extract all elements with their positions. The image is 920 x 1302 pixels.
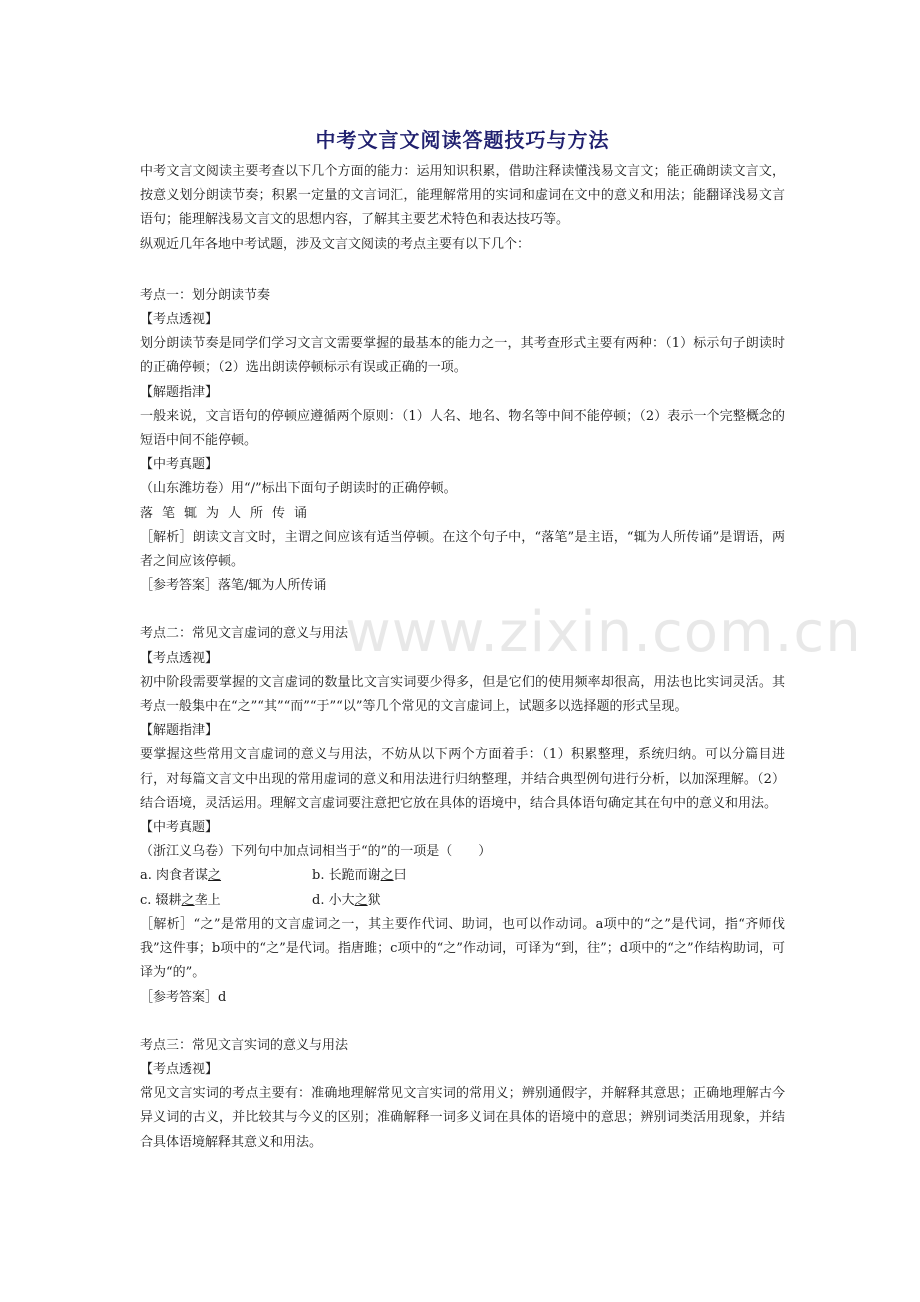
section-tag: 【中考真题】 [140, 457, 219, 473]
page-title: 中考文言文阅读答题技巧与方法 [315, 128, 610, 152]
section-paragraph: 要掌握这些常用文言虚词的意义与用法，不妨从以下两个方面着手：（1）积累整理，系统归纳。可以分篇目进行，对每篇文言文中出现的常用虚词的意义和用法进行归纳整理，并结合典型例句进行分析，以加深理解。（2）结合语境，灵活运用。理解文言虚词要注意把它放在具体的语境中，结合具体语句确定其在句中的意义和用法。 [140, 747, 785, 811]
options-row [140, 889, 785, 913]
option-b: b. 长跪而谢之曰 [312, 868, 407, 884]
analysis: ［解析］朗读文言文时，主谓之间应该有适当停顿。在这个句子中，“落笔”是主语，“辄为人所传诵”是谓语，两者之间应该停顿。 [140, 529, 785, 570]
section-heading: 考点一：划分朗读节奏 [140, 287, 271, 303]
section-heading: 考点三：常见文言实词的意义与用法 [140, 1037, 349, 1053]
intro-paragraph: 纵观近几年各地中考试题，涉及文言文阅读的考点主要有以下几个： [140, 236, 531, 252]
options-row [140, 864, 785, 888]
exam-question: （山东潍坊卷）用“/”标出下面句子朗读时的正确停顿。 [140, 481, 457, 497]
answer: ［参考答案］落笔/辄为人所传诵 [140, 578, 327, 594]
section-tag: 【解题指津】 [140, 723, 219, 739]
intro-paragraph: 中考文言文阅读主要考查以下几个方面的能力：运用知识积累，借助注释读懂浅易文言文；能正确朗读文言文，按意义划分朗读节奏；积累一定量的文言词汇，能理解常用的实词和虚词在文中的意义和用法；能翻译浅易文言语句；能理解浅易文言文的思想内容，了解其主要艺术特色和表达技巧等。 [140, 164, 785, 228]
option-a: a. 肉食者谋之 [140, 868, 222, 884]
section-heading: 考点二：常见文言虚词的意义与用法 [140, 626, 349, 642]
answer: ［参考答案］d [140, 989, 227, 1005]
document-body [140, 160, 785, 1155]
exam-question: （浙江义乌卷）下列句中加点词相当于“的”的一项是（ ） [140, 844, 492, 860]
section-paragraph: 一般来说，文言语句的停顿应遵循两个原则：（1）人名、地名、物名等中间不能停顿；（2）表示一个完整概念的短语中间不能停顿。 [140, 408, 785, 449]
option-d: d. 小大之狱 [312, 892, 381, 908]
section-tag: 【考点透视】 [140, 312, 219, 328]
exam-sentence: 落笔辄为人所传诵 [140, 505, 317, 521]
section-paragraph: 划分朗读节奏是同学们学习文言文需要掌握的最基本的能力之一，其考查形式主要有两种：（1）标示句子朗读时的正确停顿；（2）选出朗读停顿标示有误或正确的一项。 [140, 336, 785, 376]
section-tag: 【考点透视】 [140, 650, 219, 666]
option-c: c. 辍耕之垄上 [140, 892, 221, 908]
section-tag: 【考点透视】 [140, 1061, 219, 1077]
section-paragraph: 初中阶段需要掌握的文言虚词的数量比文言实词要少得多，但是它们的使用频率却很高，用法也比实词灵活。其考点一般集中在“之”“其”“而”“于”“以”等几个常见的文言虚词上，试题多以选择题的形式呈现。 [140, 674, 785, 715]
watermark: www.zixin.com.cn [345, 600, 862, 665]
section-tag: 【中考真题】 [140, 820, 219, 836]
analysis: ［解析］“之”是常用的文言虚词之一，其主要作代词、助词，也可以作动词。a项中的“之”是代词，指“齐师伐我”这件事；b项中的“之”是代词。指唐雎；c项中的“之”作动词，可译为“到，往”；d项中的“之”作结构助词，可译为“的”。 [140, 916, 785, 981]
section-paragraph: 常见文言实词的考点主要有：准确地理解常见文言实词的常用义；辨别通假字，并解释其意思；正确地理解古今异义词的古义，并比较其与今义的区别；准确解释一词多义词在具体的语境中的意思；辨别词类活用现象，并结合具体语境解释其意义和用法。 [140, 1086, 785, 1150]
section-tag: 【解题指津】 [140, 384, 219, 400]
